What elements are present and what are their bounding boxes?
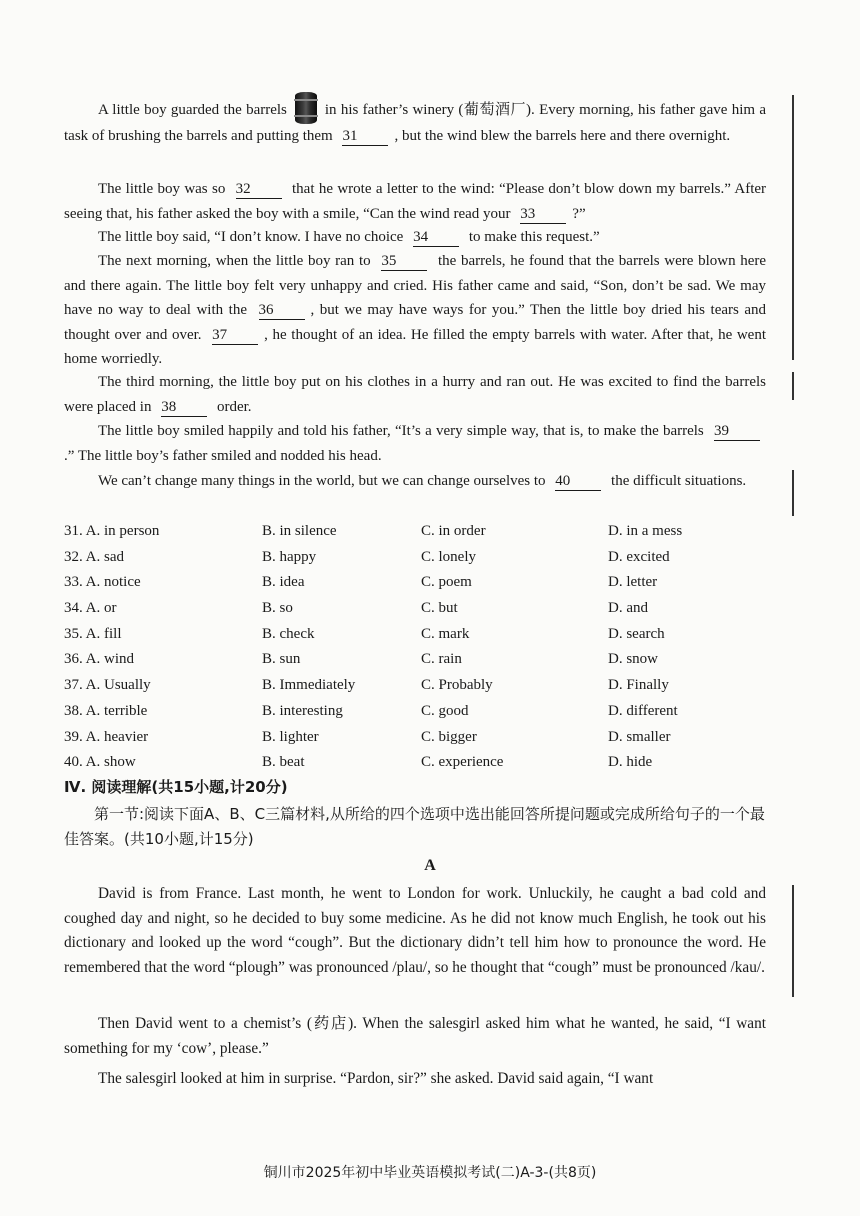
option-row [64, 623, 784, 649]
text-span: A little boy guarded the barrels [98, 102, 287, 118]
section-title: Ⅳ. 阅读理解(共15小题,计20分) [64, 778, 288, 796]
blank-39: 39 [714, 423, 760, 441]
text-span: , he thought of an idea. He filled the empty barrels with water. After that, he went home worriedly. [64, 326, 766, 367]
blank-40: 40 [555, 473, 601, 491]
option-b: B. lighter [262, 728, 319, 745]
option-d: D. search [608, 625, 665, 642]
passage-paragraph-3 [64, 225, 766, 250]
option-d: D. Finally [608, 677, 669, 694]
reading-a-paragraph-3: The salesgirl looked at him in surprise. “Pardon, sir?” she asked. David said again, “I want [98, 1070, 654, 1087]
option-c: C. Probably [421, 677, 493, 694]
option-row [64, 751, 784, 777]
margin-line [792, 470, 794, 516]
option-a: 32. A. sad [64, 548, 124, 565]
option-a: 33. A. notice [64, 574, 141, 591]
option-d: D. snow [608, 651, 659, 668]
option-b: B. Immediately [262, 677, 356, 694]
blank-37: 37 [212, 327, 258, 345]
option-a: 38. A. terrible [64, 702, 148, 719]
text-span: The little boy said, “I don’t know. I have no choice [98, 229, 404, 245]
blank-33: 33 [520, 206, 566, 224]
blank-36: 36 [259, 302, 305, 320]
option-c: C. poem [421, 574, 472, 591]
margin-line [792, 95, 794, 360]
option-b: B. sun [262, 651, 301, 668]
text-span: order. [216, 398, 252, 415]
option-a: 34. A. or [64, 600, 117, 617]
option-row [64, 674, 784, 700]
option-c: C. rain [421, 651, 462, 668]
reading-a-paragraph-2: Then David went to a chemist’s (药店). When the salesgirl asked him what he wanted, he said, “I want something for my ‘cow’, please.” [64, 1015, 766, 1057]
option-c: C. in order [421, 523, 486, 539]
text-span: The little boy smiled happily and told his father, “It’s a very simple way, that is, to make the barrels [98, 423, 704, 439]
option-row [64, 546, 784, 572]
option-d: D. in a mess [608, 523, 683, 539]
passage-paragraph-7 [64, 469, 766, 494]
option-a: 37. A. Usually [64, 677, 151, 694]
option-row [64, 571, 784, 597]
option-b: B. so [262, 600, 293, 617]
margin-line [792, 885, 794, 997]
blank-38: 38 [161, 399, 207, 417]
option-b: B. idea [262, 574, 305, 591]
text-span: The third morning, the little boy put on his clothes in a hurry and ran out. He was excited to find the barrels were placed in [64, 374, 766, 415]
margin-line [792, 372, 794, 400]
text-span: the barrels, he found that the barrels were blown here and there again. The little boy felt very unhappy and cried. His father came and said, “Son, don’t be sad. We may have no way to deal with the [64, 253, 767, 318]
option-a: 36. A. wind [64, 651, 135, 668]
text-span: We can’t change many things in the world, but we can change ourselves to [98, 473, 546, 489]
passage-paragraph-1 [64, 92, 766, 149]
option-b: B. happy [262, 548, 317, 565]
blank-32: 32 [236, 181, 282, 199]
option-d: D. hide [608, 754, 653, 771]
option-b: B. interesting [262, 702, 343, 719]
text-span: , but the wind blew the barrels here and there overnight. [394, 128, 731, 144]
option-a: 35. A. fill [64, 625, 122, 642]
passage-paragraph-5 [64, 370, 766, 419]
text-span: The little boy was so [98, 181, 226, 197]
option-b: B. beat [262, 754, 305, 771]
passage-paragraph-4 [64, 249, 766, 372]
passage-a-heading: A [424, 857, 436, 874]
option-row [64, 520, 784, 546]
text-span: the difficult situations. [611, 473, 747, 489]
passage-paragraph-6 [64, 419, 766, 468]
text-span: .” The little boy’s father smiled and nodded his head. [64, 447, 382, 464]
text-span: ?” [572, 205, 586, 222]
option-b: B. in silence [262, 523, 337, 539]
blank-31: 31 [342, 128, 388, 146]
barrel-icon [295, 92, 317, 124]
blank-34: 34 [413, 229, 459, 247]
option-a: 39. A. heavier [64, 728, 149, 745]
option-row [64, 597, 784, 623]
option-row [64, 726, 784, 752]
option-c: C. bigger [421, 728, 477, 745]
option-d: D. different [608, 702, 678, 719]
option-d: D. and [608, 600, 648, 617]
option-c: C. experience [421, 754, 504, 771]
answer-options [64, 520, 784, 777]
option-d: D. letter [608, 574, 658, 591]
option-c: C. mark [421, 625, 470, 642]
option-a: 40. A. show [64, 754, 136, 771]
page-footer: 铜川市2025年初中毕业英语模拟考试(二)A-3-(共8页) [263, 1165, 597, 1181]
option-c: C. good [421, 702, 469, 719]
option-d: D. smaller [608, 728, 671, 745]
reading-a-paragraph-1: David is from France. Last month, he went to London for work. Unluckily, he caught a bad cold and coughed day and night, so he decided to buy some medicine. As he did not know much English, he took out his dictionary and looked up the word “cough”. But the dictionary didn’t tell him how to pronounce the word. He remembered that the word “plough” was pronounced /plau/, so he thought that “cough” must be pronounced /kau/. [64, 885, 766, 976]
option-b: B. check [262, 625, 315, 642]
blank-35: 35 [381, 253, 427, 271]
text-span: in his father’s winery (葡萄酒厂). Every morning, his father gave him a task of brushing the barrels and putting them [64, 102, 766, 144]
option-c: C. lonely [421, 548, 476, 565]
text-span: , but we may have ways for you.” Then the little boy dried his tears and thought over and over. [64, 302, 767, 343]
text-span: that he wrote a letter to the wind: “Please don’t blow down my barrels.” After seeing that, his father asked the boy with a smile, “Can the wind read your [64, 181, 767, 222]
option-a: 31. A. in person [64, 523, 160, 539]
option-row [64, 700, 784, 726]
option-c: C. but [421, 600, 458, 617]
section-instructions: 第一节:阅读下面A、B、C三篇材料,从所给的四个选项中选出能回答所提问题或完成所给句子的一个最佳答案。(共10小题,计15分) [64, 805, 765, 848]
text-span: The next morning, when the little boy ran to [98, 253, 371, 269]
text-span: to make this request.” [468, 229, 600, 245]
passage-paragraph-2 [64, 177, 766, 226]
option-row [64, 648, 784, 674]
option-d: D. excited [608, 548, 670, 565]
